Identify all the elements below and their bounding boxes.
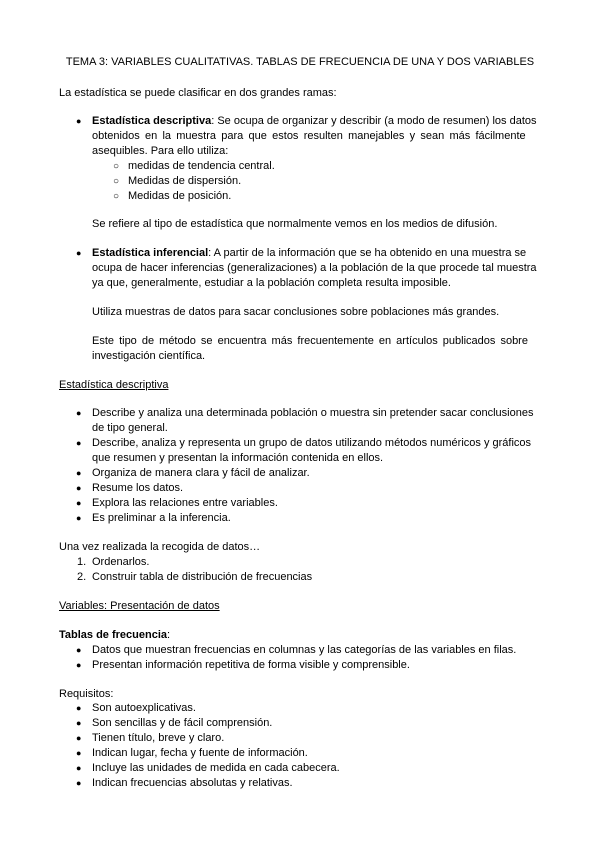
requisitos-heading: Requisitos: — [59, 688, 114, 700]
bullet-icon: ● — [76, 468, 82, 478]
bullet-icon: ● — [76, 116, 82, 126]
list-item: Son sencillas y de fácil comprensión. — [92, 717, 273, 729]
branch-descriptiva-note: Se refiere al tipo de estadística que normalmente vemos en los medios de difusión. — [92, 218, 498, 230]
step-item: Construir tabla de distribución de frecuencias — [92, 571, 313, 583]
branch-descriptiva-line-3: asequibles. Para ello utiliza: — [92, 145, 229, 157]
page-title: TEMA 3: VARIABLES CUALITATIVAS. TABLAS DE FRECUENCIA DE UNA Y DOS VARIABLES — [65, 56, 535, 68]
branch-inferencial-note2-line-2: investigación científica. — [92, 350, 206, 362]
list-item-continuation: que resumen y presentan la información contenida en ellos. — [92, 452, 384, 464]
bullet-icon: ● — [76, 483, 82, 493]
bullet-icon: ● — [76, 660, 82, 670]
list-item: Presentan información repetitiva de forma visible y comprensible. — [92, 659, 410, 671]
tables-heading: Tablas de frecuencia: — [59, 629, 171, 641]
branch-inferencial-note: Utiliza muestras de datos para sacar conclusiones sobre poblaciones más grandes. — [92, 306, 500, 318]
subitem-dispersion: Medidas de dispersión. — [128, 175, 242, 187]
bullet-icon: ● — [76, 733, 82, 743]
after-intro: Una vez realizada la recogida de datos… — [59, 541, 261, 553]
bullet-icon: ● — [76, 408, 82, 418]
list-item: Organiza de manera clara y fácil de analizar. — [92, 467, 310, 479]
step-item: Ordenarlos. — [92, 556, 150, 568]
section-heading-descriptiva: Estadística descriptiva — [59, 379, 169, 391]
list-item: Describe, analiza y representa un grupo de datos utilizando métodos numéricos y gráficos — [92, 437, 532, 449]
bullet-icon: ● — [76, 718, 82, 728]
subitem-tendencia: medidas de tendencia central. — [128, 160, 275, 172]
branch-inferencial-line-1: Estadística inferencial: A partir de la información que se ha obtenido en una muestra se — [92, 247, 527, 259]
list-item: Son autoexplicativas. — [92, 702, 196, 714]
circle-bullet-icon: ○ — [113, 191, 120, 202]
bullet-icon: ● — [76, 778, 82, 788]
list-item: Resume los datos. — [92, 482, 184, 494]
list-item: Datos que muestran frecuencias en columnas y las categorías de las variables en filas. — [92, 644, 517, 656]
list-item: Tienen título, breve y claro. — [92, 732, 225, 744]
list-item-continuation: de tipo general. — [92, 422, 168, 434]
section-heading-presentacion: Variables: Presentación de datos — [59, 600, 220, 612]
branch-inferencial-note2-line-1: Este tipo de método se encuentra más frecuentemente en artículos publicados sobre — [92, 335, 528, 347]
step-number: 2. — [77, 571, 87, 583]
bullet-icon: ● — [76, 438, 82, 448]
bullet-icon: ● — [76, 645, 82, 655]
bullet-icon: ● — [76, 498, 82, 508]
bullet-icon: ● — [76, 513, 82, 523]
branch-descriptiva-line-2: obtenidos en la muestra para que estos resulten manejables y sean más fácilmente — [92, 130, 526, 142]
list-item: Indican lugar, fecha y fuente de información. — [92, 747, 308, 759]
bullet-icon: ● — [76, 748, 82, 758]
subitem-posicion: Medidas de posición. — [128, 190, 232, 202]
branch-descriptiva-label: Estadística descriptiva — [92, 115, 212, 127]
list-item: Es preliminar a la inferencia. — [92, 512, 231, 524]
circle-bullet-icon: ○ — [113, 176, 120, 187]
bullet-icon: ● — [76, 703, 82, 713]
branch-inferencial-line-3: ya que, generalmente, estudiar a la población completa resulta imposible. — [92, 277, 451, 289]
step-number: 1. — [77, 556, 87, 568]
circle-bullet-icon: ○ — [113, 161, 120, 172]
list-item: Describe y analiza una determinada población o muestra sin pretender sacar conclusiones — [92, 407, 534, 419]
branch-inferencial-line-2: ocupa de hacer inferencias (generalizaciones) a la población de la que procede tal muestra — [92, 262, 537, 274]
branch-inferencial-label: Estadística inferencial — [92, 247, 209, 259]
list-item: Indican frecuencias absolutas y relativas. — [92, 777, 293, 789]
list-item: Incluye las unidades de medida en cada cabecera. — [92, 762, 340, 774]
list-item: Explora las relaciones entre variables. — [92, 497, 278, 509]
intro-paragraph: La estadística se puede clasificar en dos grandes ramas: — [59, 87, 337, 99]
branch-descriptiva-line-1: Estadística descriptiva: Se ocupa de organizar y describir (a modo de resumen) los datos — [92, 115, 537, 127]
bullet-icon: ● — [76, 248, 82, 258]
bullet-icon: ● — [76, 763, 82, 773]
